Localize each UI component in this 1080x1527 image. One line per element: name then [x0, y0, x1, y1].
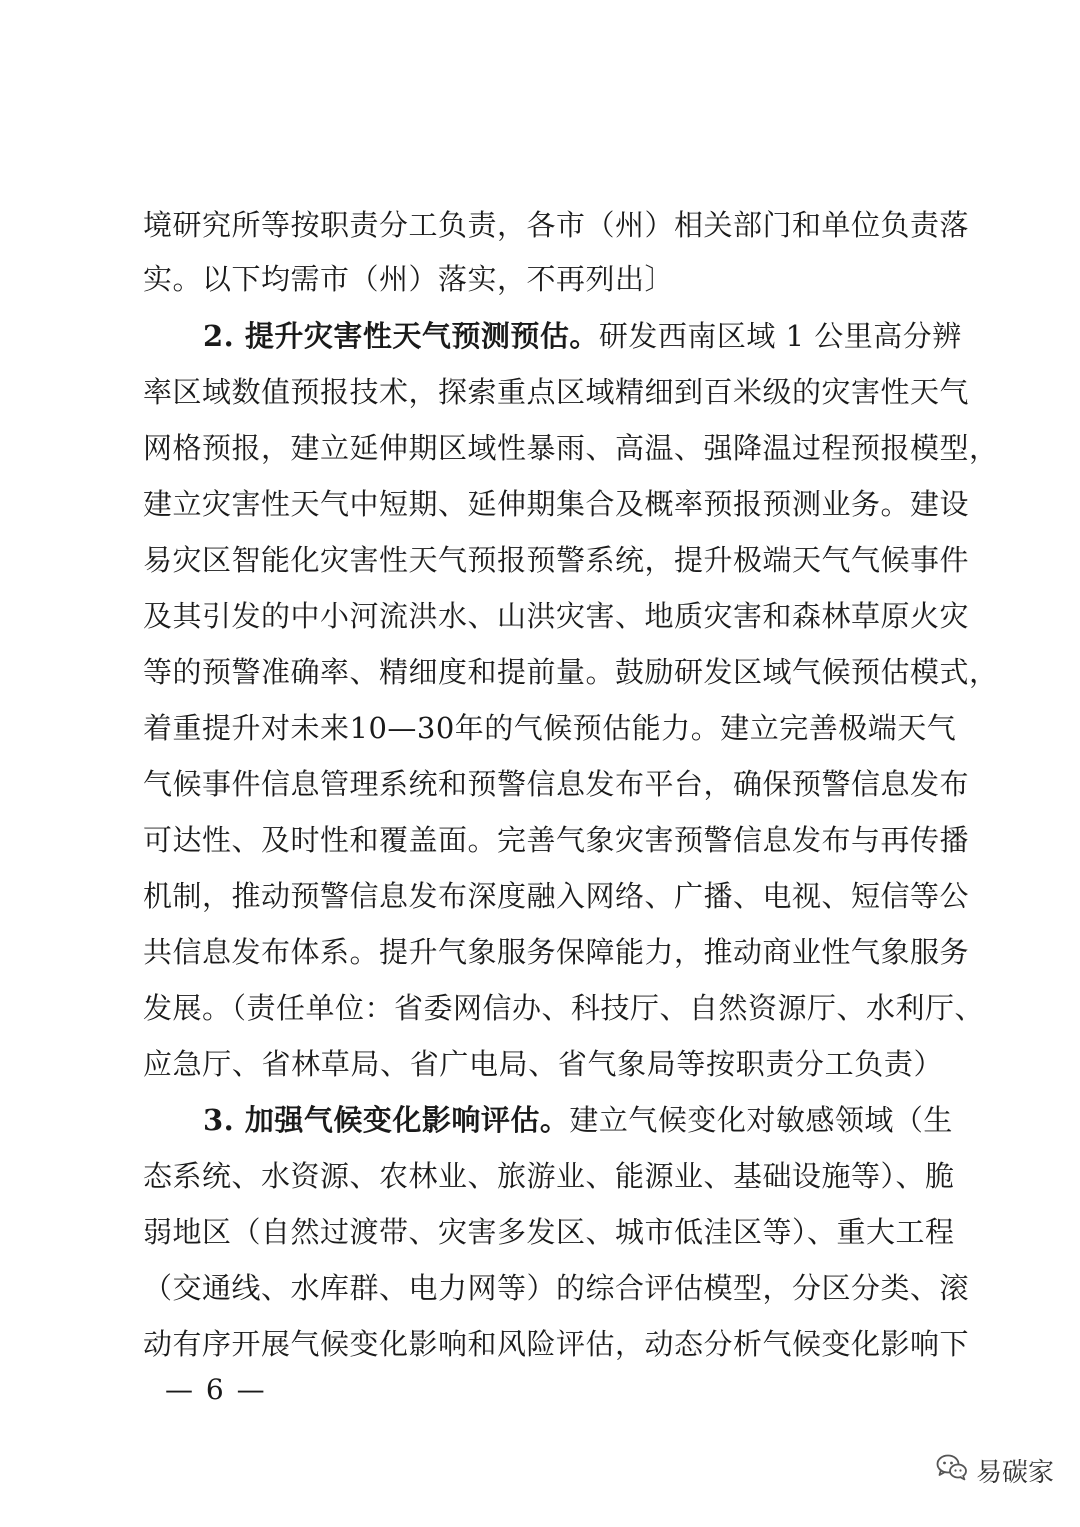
text-line-10: 着重提升对未来10—30年的气候预估能力。建立完善极端天气	[143, 711, 957, 745]
text-line-14: 共信息发布体系。提升气象服务保障能力，推动商业性气象服务	[143, 935, 970, 969]
section-3-first-line	[203, 1100, 953, 1140]
text-line-11: 气候事件信息管理系统和预警信息发布平台，确保预警信息发布	[143, 767, 970, 801]
section-3-first-text: 建立气候变化对敏感领域（生	[569, 1103, 953, 1137]
text-line-9: 等的预警准确率、精细度和提前量。鼓励研发区域气候预估模式，	[143, 655, 999, 689]
text-line-21: 动有序开展气候变化影响和风险评估，动态分析气候变化影响下	[143, 1327, 970, 1361]
section-2-first-text: 研发西南区域 1 公里高分辨	[598, 319, 962, 353]
text-line-6: 建立灾害性天气中短期、延伸期集合及概率预报预测业务。建设	[143, 487, 970, 521]
watermark-text: 易碳家	[976, 1457, 1055, 1488]
text-line-19: 弱地区（自然过渡带、灾害多发区、城市低洼区等）、重大工程	[143, 1215, 955, 1249]
text-line-2: 实。以下均需市（州）落实，不再列出〕	[143, 262, 675, 296]
section-2-first-line	[203, 316, 962, 356]
text-line-16: 应急厅、省林草局、省广电局、省气象局等按职责分工负责）	[143, 1047, 943, 1081]
text-line-4: 率区域数值预报技术，探索重点区域精细到百米级的灾害性天气	[143, 375, 970, 409]
section-2-heading: 2. 提升灾害性天气预测预估。	[203, 319, 599, 353]
text-line-12: 可达性、及时性和覆盖面。完善气象灾害预警信息发布与再传播	[143, 823, 970, 857]
text-line-20: （交通线、水库群、电力网等）的综合评估模型，分区分类、滚	[143, 1271, 970, 1305]
text-line-15: 发展。（责任单位：省委网信办、科技厅、自然资源厅、水利厅、	[143, 991, 985, 1025]
section-3-heading: 3. 加强气候变化影响评估。	[203, 1103, 570, 1137]
text-line-7: 易灾区智能化灾害性天气预报预警系统，提升极端天气气候事件	[143, 543, 970, 577]
wechat-chat-icon	[936, 1453, 968, 1488]
watermark	[936, 1450, 1054, 1490]
text-line-13: 机制，推动预警信息发布深度融入网络、广播、电视、短信等公	[143, 879, 970, 913]
text-line-8: 及其引发的中小河流洪水、山洪灾害、地质灾害和森林草原火灾	[143, 599, 970, 633]
text-line-5: 网格预报，建立延伸期区域性暴雨、高温、强降温过程预报模型，	[143, 431, 999, 465]
page-number: — 6 —	[165, 1373, 267, 1406]
text-line-1: 境研究所等按职责分工负责，各市（州）相关部门和单位负责落	[143, 208, 970, 242]
text-line-18: 态系统、水资源、农林业、旅游业、能源业、基础设施等）、脆	[143, 1159, 955, 1193]
